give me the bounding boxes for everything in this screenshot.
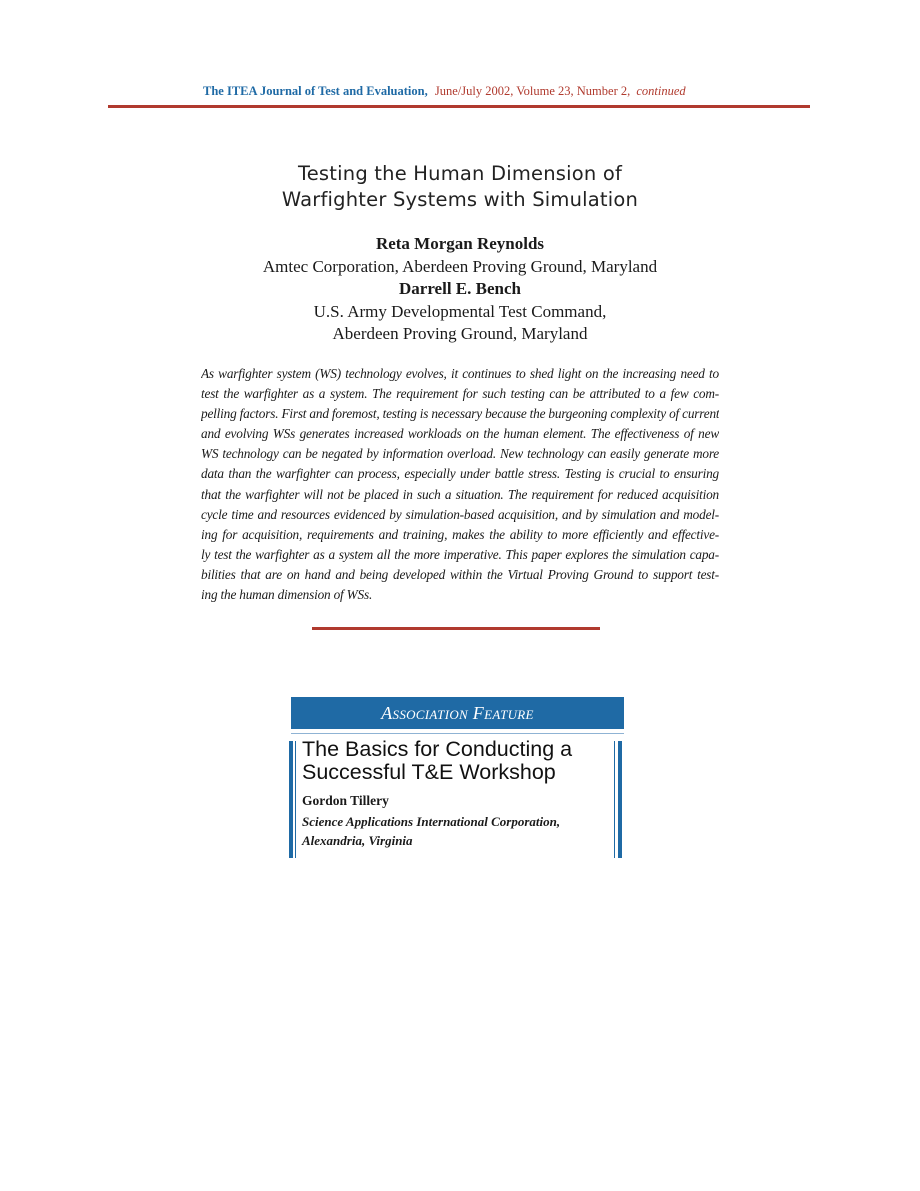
abstract-line: bilities that are on hand and being developed within the Virtual Proving Ground to support test- <box>201 566 719 582</box>
feature-left-bar <box>289 741 293 858</box>
header-rule <box>108 105 810 108</box>
abstract <box>201 364 719 605</box>
abstract-line: data than the warfighter can process, especially under battle stress. Testing is crucial to ensuring <box>201 466 719 482</box>
abstract-line: and evolving WSs generates increased workloads on the human element. The effectiveness of new <box>201 426 719 442</box>
author-affiliation: U.S. Army Developmental Test Command, <box>313 301 607 321</box>
association-feature-banner: Association Feature <box>291 697 624 729</box>
abstract-line: ing the human dimension of WSs. <box>201 587 373 603</box>
author-name: Darrell E. Bench <box>399 279 521 299</box>
section-divider <box>312 627 600 630</box>
abstract-line: test the warfighter as a system. The requirement for such testing can be attributed to a few com- <box>201 386 719 402</box>
feature-title-line-2[interactable]: Successful T&E Workshop <box>302 760 556 784</box>
abstract-line: WS technology can be negated by information overload. New technology can easily generate more <box>201 446 719 462</box>
feature-left-thin-bar <box>295 741 296 858</box>
author-name: Reta Morgan Reynolds <box>375 234 545 253</box>
feature-title[interactable] <box>302 738 612 784</box>
feature-title-line-1[interactable]: The Basics for Conducting a <box>302 737 573 761</box>
banner-underline <box>291 733 624 734</box>
author-affiliation: Amtec Corporation, Aberdeen Proving Ground, Maryland <box>262 256 658 276</box>
author-block <box>0 233 920 346</box>
abstract-line: pelling factors. First and foremost, testing is necessary because the burgeoning complexity of current <box>201 406 719 422</box>
abstract-line: cycle time and resources evidenced by simulation-based acquisition, and by simulation and model- <box>201 506 719 522</box>
continued-label: continued <box>636 84 686 98</box>
journal-name: The ITEA Journal of Test and Evaluation, <box>203 84 428 98</box>
feature-right-thin-bar <box>614 741 615 858</box>
author-affiliation: Aberdeen Proving Ground, Maryland <box>332 324 588 344</box>
issue-info: June/July 2002, Volume 23, Number 2, <box>434 84 631 98</box>
abstract-line: ly test the warfighter as a system all the more imperative. This paper explores the simulation capa- <box>201 546 719 562</box>
abstract-line: ing for acquisition, requirements and training, makes the ability to more efficiently and effective- <box>201 526 719 542</box>
feature-affiliation-line-2: Alexandria, Virginia <box>302 833 413 848</box>
abstract-line: that the warfighter will not be placed in such a situation. The requirement for reduced acquisition <box>201 486 719 502</box>
article-title-line-1: Testing the Human Dimension of <box>297 162 623 185</box>
feature-affiliation-line-1: Science Applications International Corporation, <box>302 814 561 829</box>
article-title <box>0 161 920 213</box>
feature-author: Gordon Tillery <box>302 793 389 808</box>
feature-affiliation <box>302 812 612 850</box>
abstract-line: As warfighter system (WS) technology evolves, it continues to shed light on the increasing need to <box>201 366 719 381</box>
running-header <box>203 84 686 99</box>
article-title-line-2: Warfighter Systems with Simulation <box>281 188 639 211</box>
feature-right-bar <box>618 741 622 858</box>
